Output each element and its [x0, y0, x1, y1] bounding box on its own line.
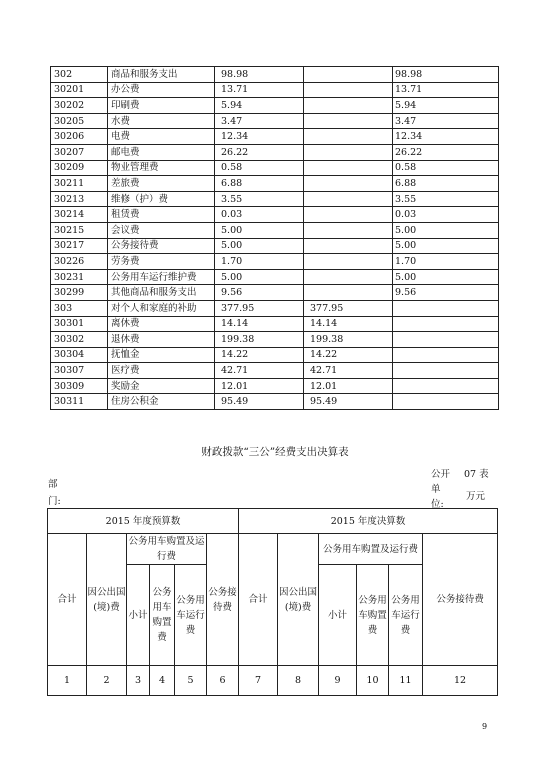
dept-label-2: 门:	[48, 496, 61, 507]
cell-code: 30299	[51, 285, 108, 301]
cell-total: 0.58	[215, 160, 304, 176]
cell-basic	[304, 98, 393, 114]
cell-total: 13.71	[215, 82, 304, 98]
column-number: 5	[175, 666, 207, 696]
table-row	[51, 238, 499, 254]
cell-project	[393, 347, 499, 363]
cell-name: 奖励金	[108, 378, 215, 394]
cell-name: 退休费	[108, 332, 215, 348]
cell-basic: 377.95	[304, 300, 393, 316]
col-total-final: 合计	[239, 534, 278, 666]
cell-project: 0.58	[393, 160, 499, 176]
table-row	[51, 113, 499, 129]
expenditure-table-body	[51, 67, 499, 410]
table-row	[51, 269, 499, 285]
cell-project	[393, 378, 499, 394]
column-number: 3	[127, 666, 150, 696]
cell-basic: 14.14	[304, 316, 393, 332]
column-number: 12	[423, 666, 498, 696]
table-row	[51, 176, 499, 192]
budget-header: 2015 年度预算数	[48, 509, 239, 534]
cell-basic: 42.71	[304, 363, 393, 379]
table-row	[51, 378, 499, 394]
expenditure-table	[50, 66, 499, 410]
cell-name: 物业管理费	[108, 160, 215, 176]
table-row	[51, 285, 499, 301]
cell-project: 5.94	[393, 98, 499, 114]
cell-basic	[304, 191, 393, 207]
column-number: 2	[87, 666, 127, 696]
column-number: 8	[278, 666, 319, 696]
cell-basic: 12.01	[304, 378, 393, 394]
cell-name: 抚恤金	[108, 347, 215, 363]
cell-total: 5.00	[215, 238, 304, 254]
col-vehicle-run-budget: 公务用车运行费	[175, 565, 207, 666]
cell-code: 30301	[51, 316, 108, 332]
cell-project: 3.47	[393, 113, 499, 129]
cell-total: 95.49	[215, 394, 304, 410]
cell-total: 42.71	[215, 363, 304, 379]
cell-name: 水费	[108, 113, 215, 129]
column-number: 10	[357, 666, 389, 696]
table-row	[51, 347, 499, 363]
cell-name: 商品和服务支出	[108, 67, 215, 83]
cell-basic: 95.49	[304, 394, 393, 410]
cell-total: 14.14	[215, 316, 304, 332]
col-reception-budget: 公务接待费	[207, 534, 239, 666]
form-label-1: 公开	[431, 469, 451, 480]
form-number: 07 表	[464, 469, 489, 480]
cell-project: 5.00	[393, 269, 499, 285]
cell-basic	[304, 238, 393, 254]
cell-basic: 14.22	[304, 347, 393, 363]
unit-label: 万元	[466, 491, 486, 502]
cell-basic	[304, 67, 393, 83]
cell-project: 9.56	[393, 285, 499, 301]
cell-code: 30201	[51, 82, 108, 98]
cell-code: 30206	[51, 129, 108, 145]
cell-basic	[304, 269, 393, 285]
cell-project	[393, 316, 499, 332]
column-number: 1	[48, 666, 87, 696]
cell-code: 30205	[51, 113, 108, 129]
cell-basic	[304, 82, 393, 98]
cell-total: 12.34	[215, 129, 304, 145]
cell-project: 0.03	[393, 207, 499, 223]
col-abroad-budget: 因公出国(境)费	[87, 534, 127, 666]
cell-code: 30211	[51, 176, 108, 192]
column-number: 7	[239, 666, 278, 696]
cell-name: 印刷费	[108, 98, 215, 114]
three-public-title: 财政拨款“三公”经费支出决算表	[201, 446, 349, 458]
cell-code: 30202	[51, 98, 108, 114]
col-vehicle-purchase-final: 公务用车购置费	[357, 565, 389, 666]
col-vehicle-run-final: 公务用车运行费	[389, 565, 423, 666]
cell-project	[393, 332, 499, 348]
table-row	[51, 67, 499, 83]
col-vehicle-purchase-budget: 公务用车购置费	[150, 565, 175, 666]
cell-project: 6.88	[393, 176, 499, 192]
table-row	[51, 144, 499, 160]
cell-project	[393, 363, 499, 379]
cell-code: 30209	[51, 160, 108, 176]
cell-code: 30207	[51, 144, 108, 160]
cell-project: 13.71	[393, 82, 499, 98]
cell-total: 5.00	[215, 269, 304, 285]
cell-code: 30213	[51, 191, 108, 207]
column-number: 4	[150, 666, 175, 696]
cell-total: 26.22	[215, 144, 304, 160]
table-row	[51, 160, 499, 176]
table-row	[51, 191, 499, 207]
table-row	[51, 129, 499, 145]
cell-project: 98.98	[393, 67, 499, 83]
cell-project: 5.00	[393, 238, 499, 254]
cell-project	[393, 300, 499, 316]
column-number: 6	[207, 666, 239, 696]
cell-total: 98.98	[215, 67, 304, 83]
cell-total: 1.70	[215, 254, 304, 270]
cell-basic	[304, 254, 393, 270]
cell-name: 医疗费	[108, 363, 215, 379]
cell-code: 30311	[51, 394, 108, 410]
cell-project	[393, 394, 499, 410]
table-row	[51, 254, 499, 270]
cell-name: 差旅费	[108, 176, 215, 192]
cell-code: 30302	[51, 332, 108, 348]
cell-name: 公务用车运行维护费	[108, 269, 215, 285]
table-row	[51, 222, 499, 238]
table-row	[51, 300, 499, 316]
cell-total: 3.47	[215, 113, 304, 129]
form-label-3: 位:	[431, 499, 444, 510]
cell-total: 12.01	[215, 378, 304, 394]
cell-name: 电费	[108, 129, 215, 145]
cell-project: 26.22	[393, 144, 499, 160]
cell-name: 对个人和家庭的补助	[108, 300, 215, 316]
cell-name: 会议费	[108, 222, 215, 238]
cell-name: 劳务费	[108, 254, 215, 270]
cell-basic	[304, 176, 393, 192]
cell-name: 邮电费	[108, 144, 215, 160]
table-row	[51, 316, 499, 332]
cell-name: 租赁费	[108, 207, 215, 223]
vehicle-group-budget: 公务用车购置及运行费	[127, 534, 207, 565]
cell-basic	[304, 113, 393, 129]
column-number-row	[48, 666, 498, 696]
col-reception-final: 公务接待费	[423, 534, 498, 666]
cell-code: 30217	[51, 238, 108, 254]
cell-basic	[304, 207, 393, 223]
cell-code: 30304	[51, 347, 108, 363]
table-row	[51, 394, 499, 410]
cell-project: 12.34	[393, 129, 499, 145]
table-row	[51, 363, 499, 379]
column-number: 11	[389, 666, 423, 696]
cell-total: 3.55	[215, 191, 304, 207]
col-total-budget: 合计	[48, 534, 87, 666]
cell-basic	[304, 144, 393, 160]
cell-name: 公务接待费	[108, 238, 215, 254]
table-row	[51, 207, 499, 223]
cell-code: 30215	[51, 222, 108, 238]
cell-basic	[304, 160, 393, 176]
cell-name: 离休费	[108, 316, 215, 332]
cell-basic	[304, 129, 393, 145]
col-abroad-final: 因公出国(境)费	[278, 534, 319, 666]
cell-basic	[304, 222, 393, 238]
cell-name: 住房公积金	[108, 394, 215, 410]
cell-code: 30309	[51, 378, 108, 394]
cell-basic: 199.38	[304, 332, 393, 348]
vehicle-group-final: 公务用车购置及运行费	[319, 534, 423, 565]
cell-total: 0.03	[215, 207, 304, 223]
cell-code: 303	[51, 300, 108, 316]
cell-total: 9.56	[215, 285, 304, 301]
cell-code: 30231	[51, 269, 108, 285]
cell-name: 其他商品和服务支出	[108, 285, 215, 301]
cell-total: 377.95	[215, 300, 304, 316]
cell-code: 302	[51, 67, 108, 83]
cell-total: 199.38	[215, 332, 304, 348]
table-row	[51, 82, 499, 98]
col-subtotal-final: 小计	[319, 565, 357, 666]
dept-label-1: 部	[48, 479, 58, 490]
cell-code: 30226	[51, 254, 108, 270]
table-row	[51, 332, 499, 348]
final-header: 2015 年度决算数	[239, 509, 498, 534]
cell-basic	[304, 285, 393, 301]
cell-project: 3.55	[393, 191, 499, 207]
cell-total: 6.88	[215, 176, 304, 192]
cell-total: 14.22	[215, 347, 304, 363]
three-public-table	[47, 508, 498, 696]
cell-total: 5.00	[215, 222, 304, 238]
cell-code: 30214	[51, 207, 108, 223]
cell-project: 5.00	[393, 222, 499, 238]
cell-name: 办公费	[108, 82, 215, 98]
page-number: 9	[482, 722, 488, 731]
cell-code: 30307	[51, 363, 108, 379]
table-row	[51, 98, 499, 114]
cell-project: 1.70	[393, 254, 499, 270]
form-label-2: 单	[431, 484, 441, 495]
cell-name: 维修（护）费	[108, 191, 215, 207]
cell-total: 5.94	[215, 98, 304, 114]
column-number: 9	[319, 666, 357, 696]
col-subtotal-budget: 小计	[127, 565, 150, 666]
